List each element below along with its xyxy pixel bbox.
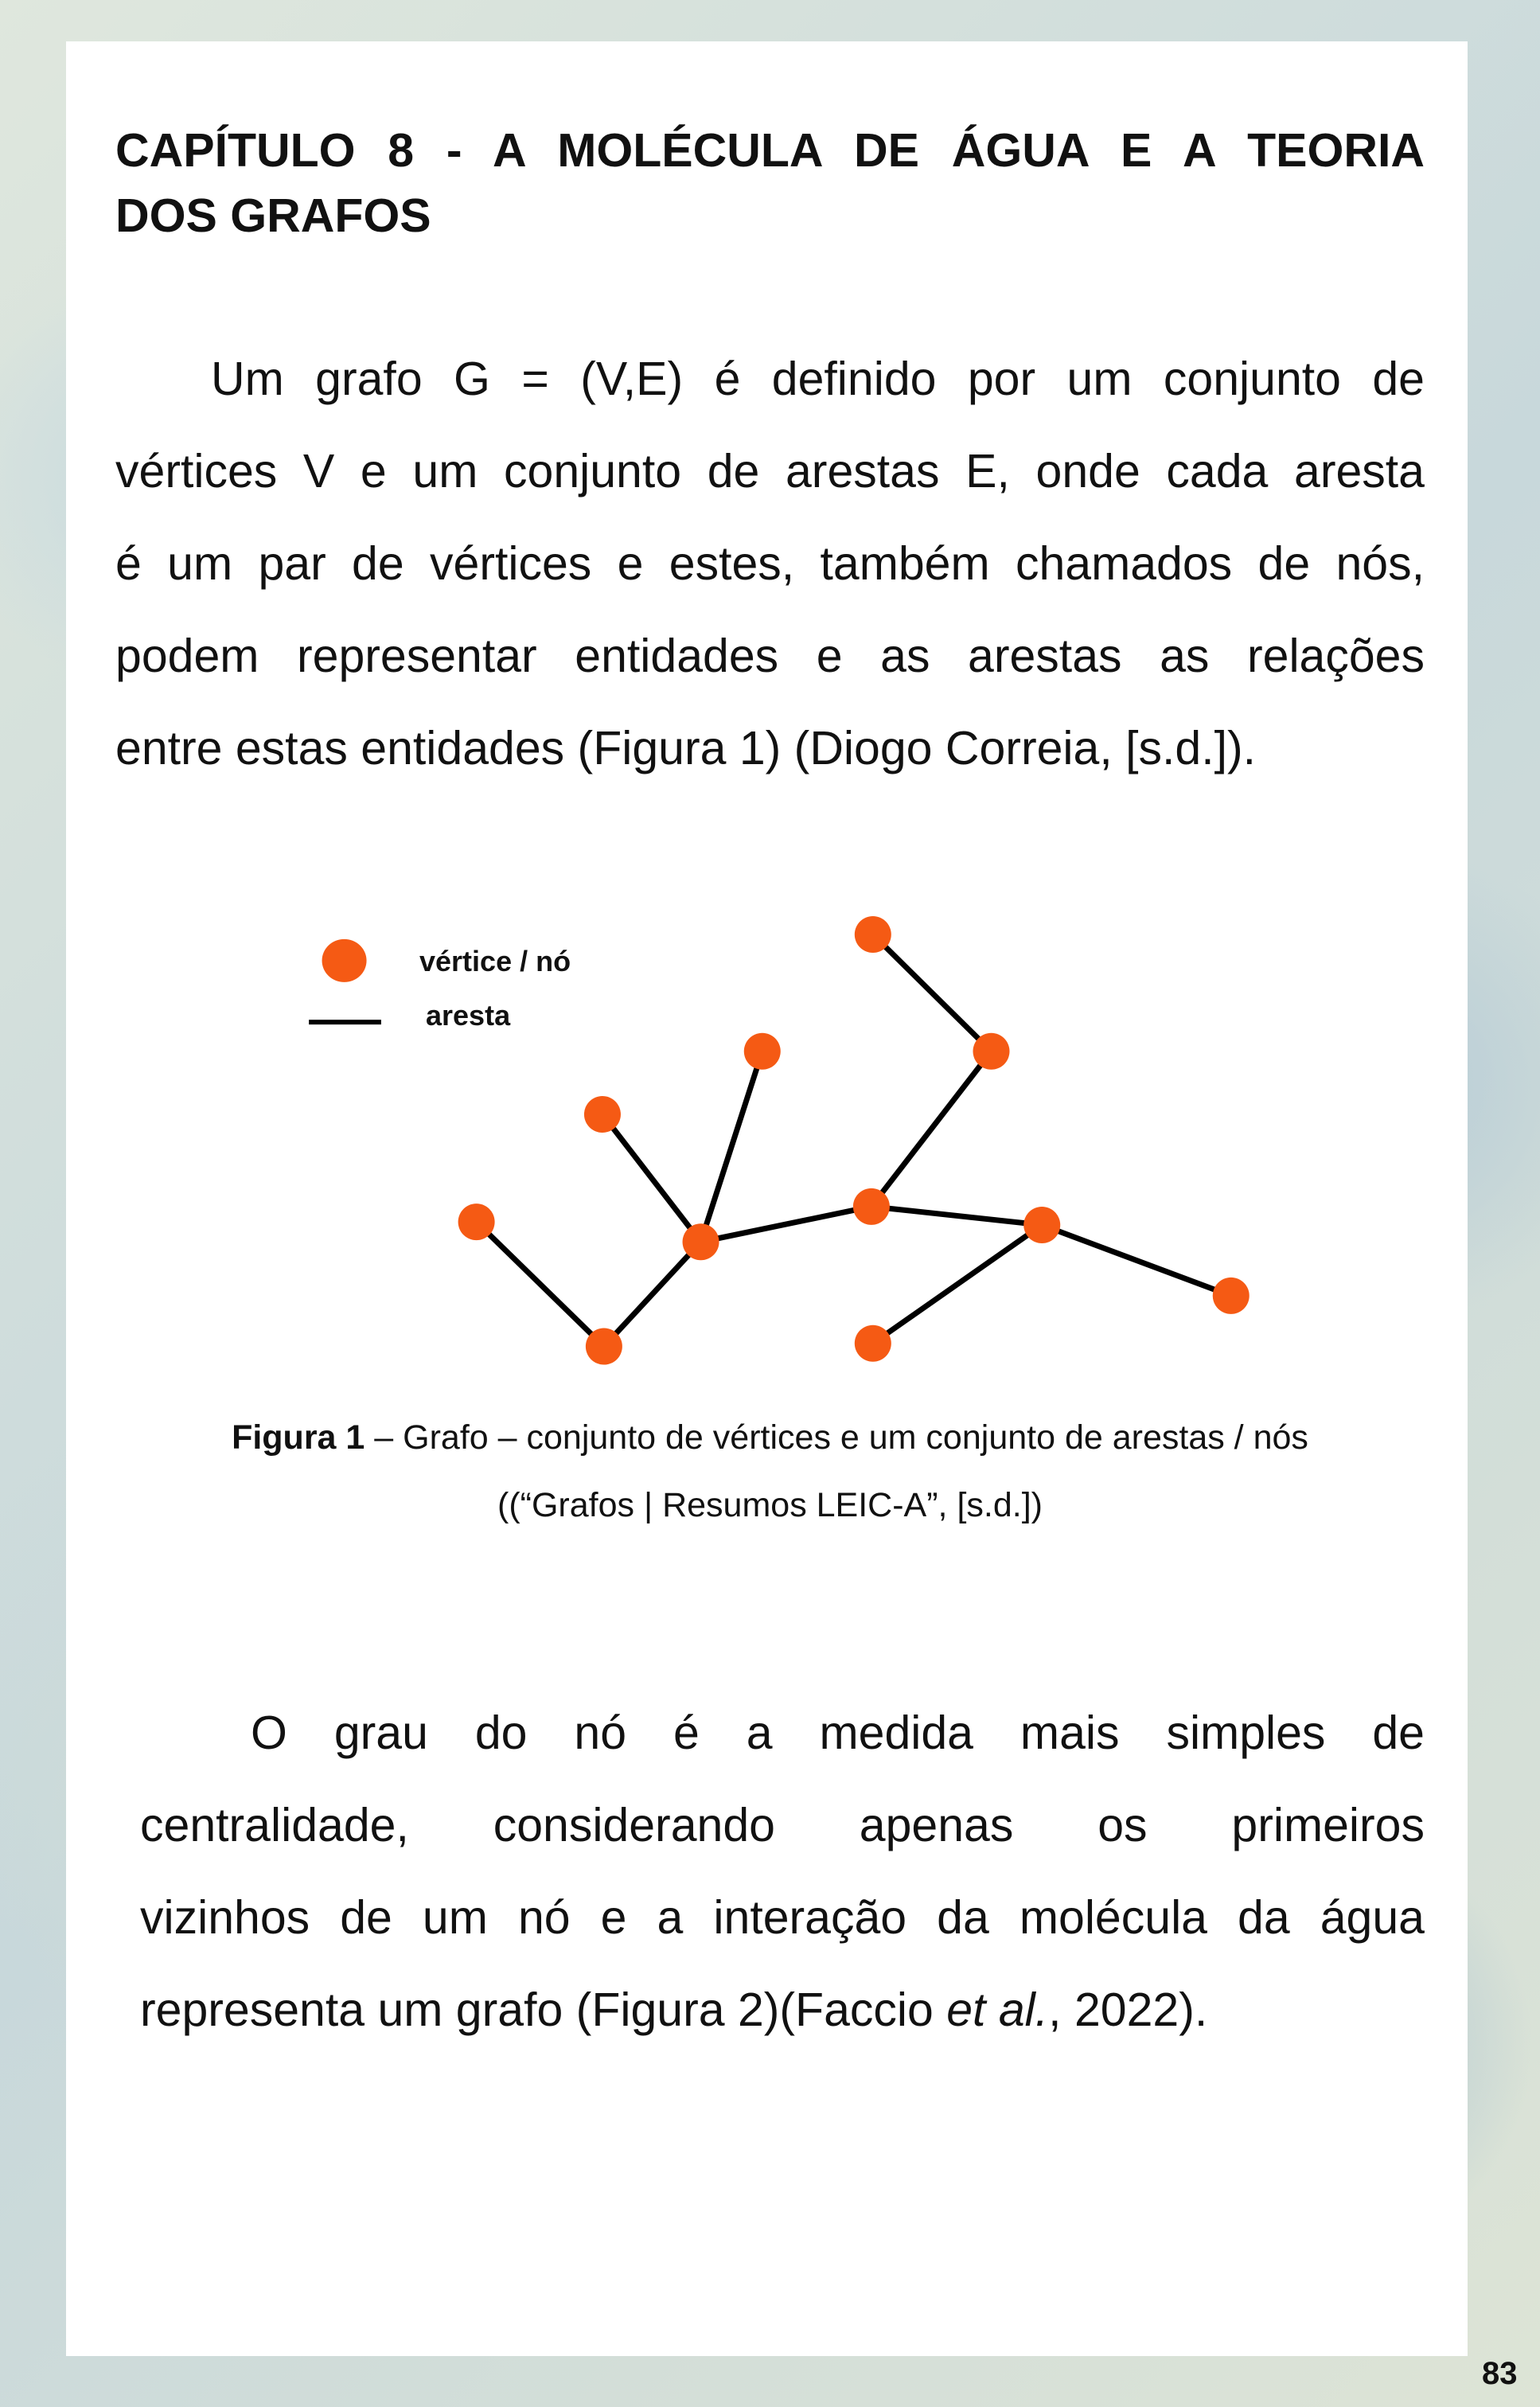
- caption-label: Figura 1: [232, 1418, 365, 1457]
- graph-edge: [701, 1207, 871, 1242]
- text-line: é um par de vértices e estes, também chamados de nós,: [115, 537, 1425, 590]
- graph-node: [586, 1328, 622, 1365]
- text-segment: , 2022).: [1048, 1984, 1208, 2036]
- text-line: centralidade, considerando apenas os primeiros: [140, 1799, 1425, 1851]
- graph-edge: [873, 1225, 1042, 1344]
- legend-vertex-label: vértice / nó: [419, 945, 571, 977]
- graph-edge: [477, 1222, 604, 1346]
- title-line: DOS GRAFOS: [115, 189, 431, 242]
- graph-node: [458, 1204, 495, 1240]
- text-segment: representa um grafo (Figura 2)(Faccio: [140, 1984, 947, 2036]
- graph-node: [855, 1325, 891, 1362]
- graph-node: [1213, 1278, 1250, 1314]
- caption-text: – Grafo – conjunto de vértices e um conjunto de arestas / nós: [365, 1418, 1308, 1457]
- text-italic: et al.: [946, 1984, 1049, 2036]
- graph-edge: [1042, 1225, 1231, 1296]
- graph-edge: [602, 1114, 701, 1242]
- text-line: vizinhos de um nó e a interação da molécula da água: [140, 1891, 1425, 1944]
- graph-edge: [871, 1207, 1042, 1225]
- legend-vertex-dot: [322, 939, 367, 982]
- text-line: vértices V e um conjunto de arestas E, onde cada aresta: [115, 445, 1425, 497]
- text-line: Um grafo G = (V,E) é definido por um conjunto de: [211, 353, 1425, 405]
- legend-edge-label: aresta: [426, 999, 511, 1032]
- figure-caption-source: ((“Grafos | Resumos LEIC-A”, [s.d.]): [497, 1486, 1043, 1524]
- text-line: podem representar entidades e as arestas as relações: [115, 630, 1425, 682]
- graph-node: [973, 1033, 1009, 1070]
- text-line: [140, 1964, 1425, 2056]
- text-line: O grau do nó é a medida mais simples de: [251, 1707, 1425, 1759]
- title-line: CAPÍTULO 8 - A MOLÉCULA DE ÁGUA E A TEORIA: [115, 124, 1425, 177]
- graph-edge: [604, 1242, 701, 1346]
- graph-node: [744, 1033, 781, 1070]
- text-line: entre estas entidades (Figura 1) (Diogo Correia, [s.d.]).: [115, 722, 1257, 774]
- page-number: 83: [1482, 2356, 1518, 2391]
- graph-node: [853, 1188, 890, 1225]
- graph-edge: [871, 1051, 992, 1207]
- figure-caption: [115, 1418, 1425, 1457]
- graph-node: [1023, 1207, 1060, 1243]
- graph-edge: [701, 1051, 762, 1242]
- graph-node: [855, 916, 891, 953]
- graph-node: [683, 1223, 719, 1260]
- graph-node: [584, 1096, 621, 1133]
- paragraph-node-degree: [140, 1687, 1425, 2056]
- graph-edge: [873, 934, 992, 1051]
